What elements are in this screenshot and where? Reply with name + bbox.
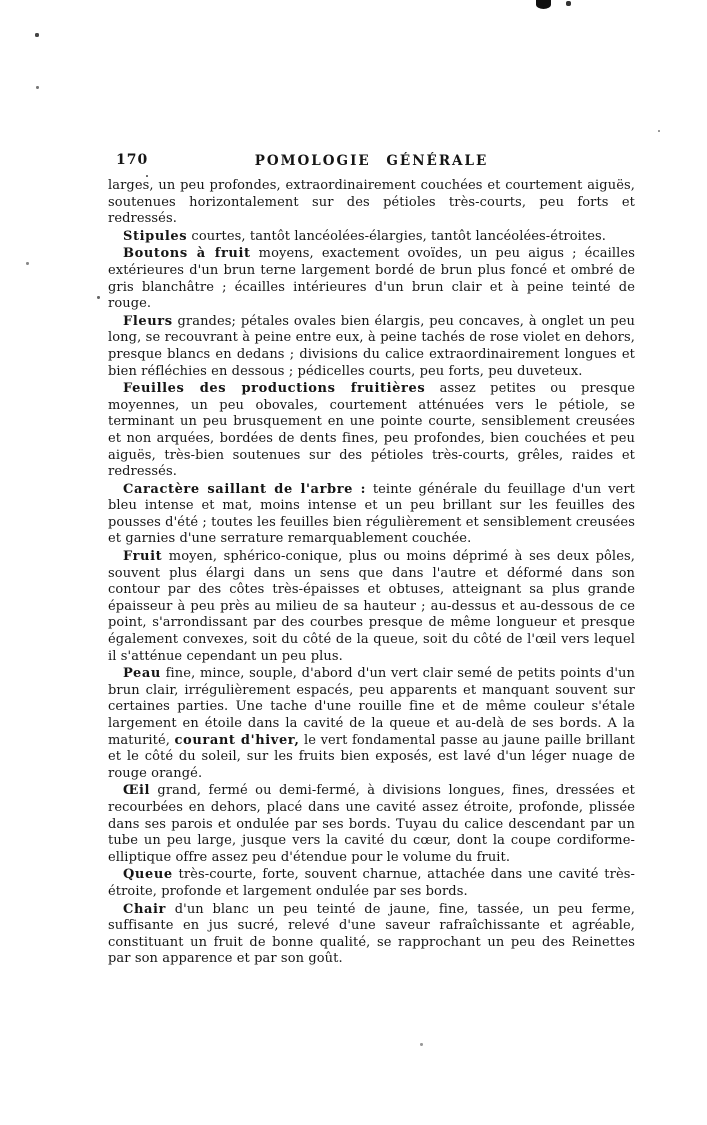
paragraph xyxy=(108,381,635,482)
paragraph-text: teinte générale du feuillage d'un vert bleu intense et mat, moins intense et un peu brillant sur les feuilles des pousses d'été ; toutes les feuilles bien régulièrement et sensiblement creusées et garnies d'une serrature remarquablement couchée. xyxy=(108,481,635,547)
scan-speck xyxy=(146,175,148,177)
paragraph xyxy=(108,178,635,229)
paragraph-lead-word: Boutons à fruit xyxy=(123,246,251,262)
paragraph-text: grand, fermé ou demi-fermé, à divisions longues, fines, dressées et recourbées en dehors, placé dans une cavité assez étroite, profonde, plissée dans ses parois et ondulée par ses bords. Tuyau du calice descendant par un tube un peu large, jusque vers la cavité du cœur, dont la coupe cordiforme-elliptique offre assez peu d'étendue pour le volume du fruit. xyxy=(108,783,635,865)
paragraph-text: le vert fondamental passe au jaune paille brillant et le côté du soleil, sur les fruits bien exposés, est lavé d'un léger nuage de rouge orangé. xyxy=(108,732,636,781)
scan-speck xyxy=(420,1043,423,1046)
paragraph-lead-word: Fruit xyxy=(123,549,163,565)
page-number: 170 xyxy=(116,152,149,168)
paragraph-lead-word: Chair xyxy=(123,901,167,917)
paragraph-lead-word: Queue xyxy=(123,867,173,883)
paragraph xyxy=(108,549,635,666)
paragraph-lead-word: courant d'hiver, xyxy=(174,732,300,748)
paragraph-text: très-courte, forte, souvent charnue, attachée dans une cavité très-étroite, profonde et largement ondulée par ses bords. xyxy=(108,867,635,899)
paragraph-lead-word: Peau xyxy=(123,666,161,682)
paragraph-lead-word: Feuilles des productions fruitières xyxy=(123,381,426,397)
paragraph-text: larges, un peu profondes, extraordinairement couchées et courtement aiguës, soutenues horizontalement sur des pétioles très-courts, peu forts et redressés. xyxy=(108,178,635,227)
paragraph-text: courtes, tantôt lancéolées-élargies, tantôt lancéolées-étroites. xyxy=(187,228,607,244)
paragraph xyxy=(108,867,635,901)
paragraph-text: moyen, sphérico-conique, plus ou moins déprimé à ses deux pôles, souvent plus élargi dans un sens que dans l'autre et déformé dans son contour par des côtes très-épaisses et obtuses, atteignant sa plus grande épaisseur à peu près au milieu de sa hauteur ; au-dessus et au-dessous de ce point, s'arrondissant par des courbes presque de même longueur et presque également convexes, soit du côté de la queue, soit du côté de l'œil vers lequel il s'atténue cependant un peu plus. xyxy=(108,549,635,664)
paragraph-text: moyens, exactement ovoïdes, un peu aigus ; écailles extérieures d'un brun terne largement bordé de brun plus foncé et ombré de gris blanchâtre ; écailles intérieures d'un brun clair et à peine teinté de rouge. xyxy=(108,246,635,312)
text-block xyxy=(108,178,635,969)
scan-speck xyxy=(36,86,39,89)
running-head xyxy=(108,152,635,172)
running-title: POMOLOGIE GÉNÉRALE xyxy=(254,153,489,169)
paragraph-text: grandes; pétales ovales bien élargis, peu concaves, à onglet un peu long, se recouvrant à peine entre eux, à peine tachés de rose violet en dehors, presque blancs en dedans ; divisions du calice extraordinairement longues et bien réfléchies en dessous ; pédicelles courts, peu forts, peu duveteux. xyxy=(108,313,635,379)
paragraph xyxy=(108,229,635,247)
paragraph xyxy=(108,783,635,867)
paragraph-text: d'un blanc un peu teinté de jaune, fine, tassée, un peu ferme, suffisante en jus sucré, relevé d'une saveur rafraîchissante et agréable, constituant un fruit de bonne qualité, se rapprochant un peu des Reinettes par son apparence et par son goût. xyxy=(108,901,635,967)
paragraph-lead-word: Œil xyxy=(123,783,151,799)
paragraph-lead-word: Fleurs xyxy=(123,313,173,329)
scan-speck xyxy=(97,296,100,299)
paragraph xyxy=(108,902,635,969)
paragraph xyxy=(108,666,635,783)
paragraph xyxy=(108,246,635,313)
paragraph-text: assez petites ou presque moyennes, un peu obovales, courtement atténuées vers le pétiole, se terminant un peu brusquement en une pointe courte, sensiblement creusées et non arquées, bordées de dents fines, peu profondes, bien couchées et peu aiguës, très-bien soutenues sur des pétioles très-courts, grêles, raides et redressés. xyxy=(108,381,636,480)
paragraph xyxy=(108,314,635,381)
paragraph xyxy=(108,482,635,549)
scan-speck xyxy=(536,0,551,9)
scan-speck xyxy=(35,33,39,37)
paragraph-lead-word: Stipules xyxy=(123,228,188,244)
paragraph-lead-word: Caractère saillant de l'arbre : xyxy=(123,481,367,497)
paragraph-text: fine, mince, souple, d'abord d'un vert clair semé de petits points d'un brun clair, irrégulièrement espacés, peu apparents et manquant souvent sur certaines parties. Une tache d'une rouille fine et de même couleur s'étale largement en étoile dans la cavité de la queue et au-delà de ses bords. A la maturité, xyxy=(108,666,635,748)
scan-speck xyxy=(658,130,660,132)
scan-speck xyxy=(566,1,571,6)
scan-speck xyxy=(26,262,29,265)
